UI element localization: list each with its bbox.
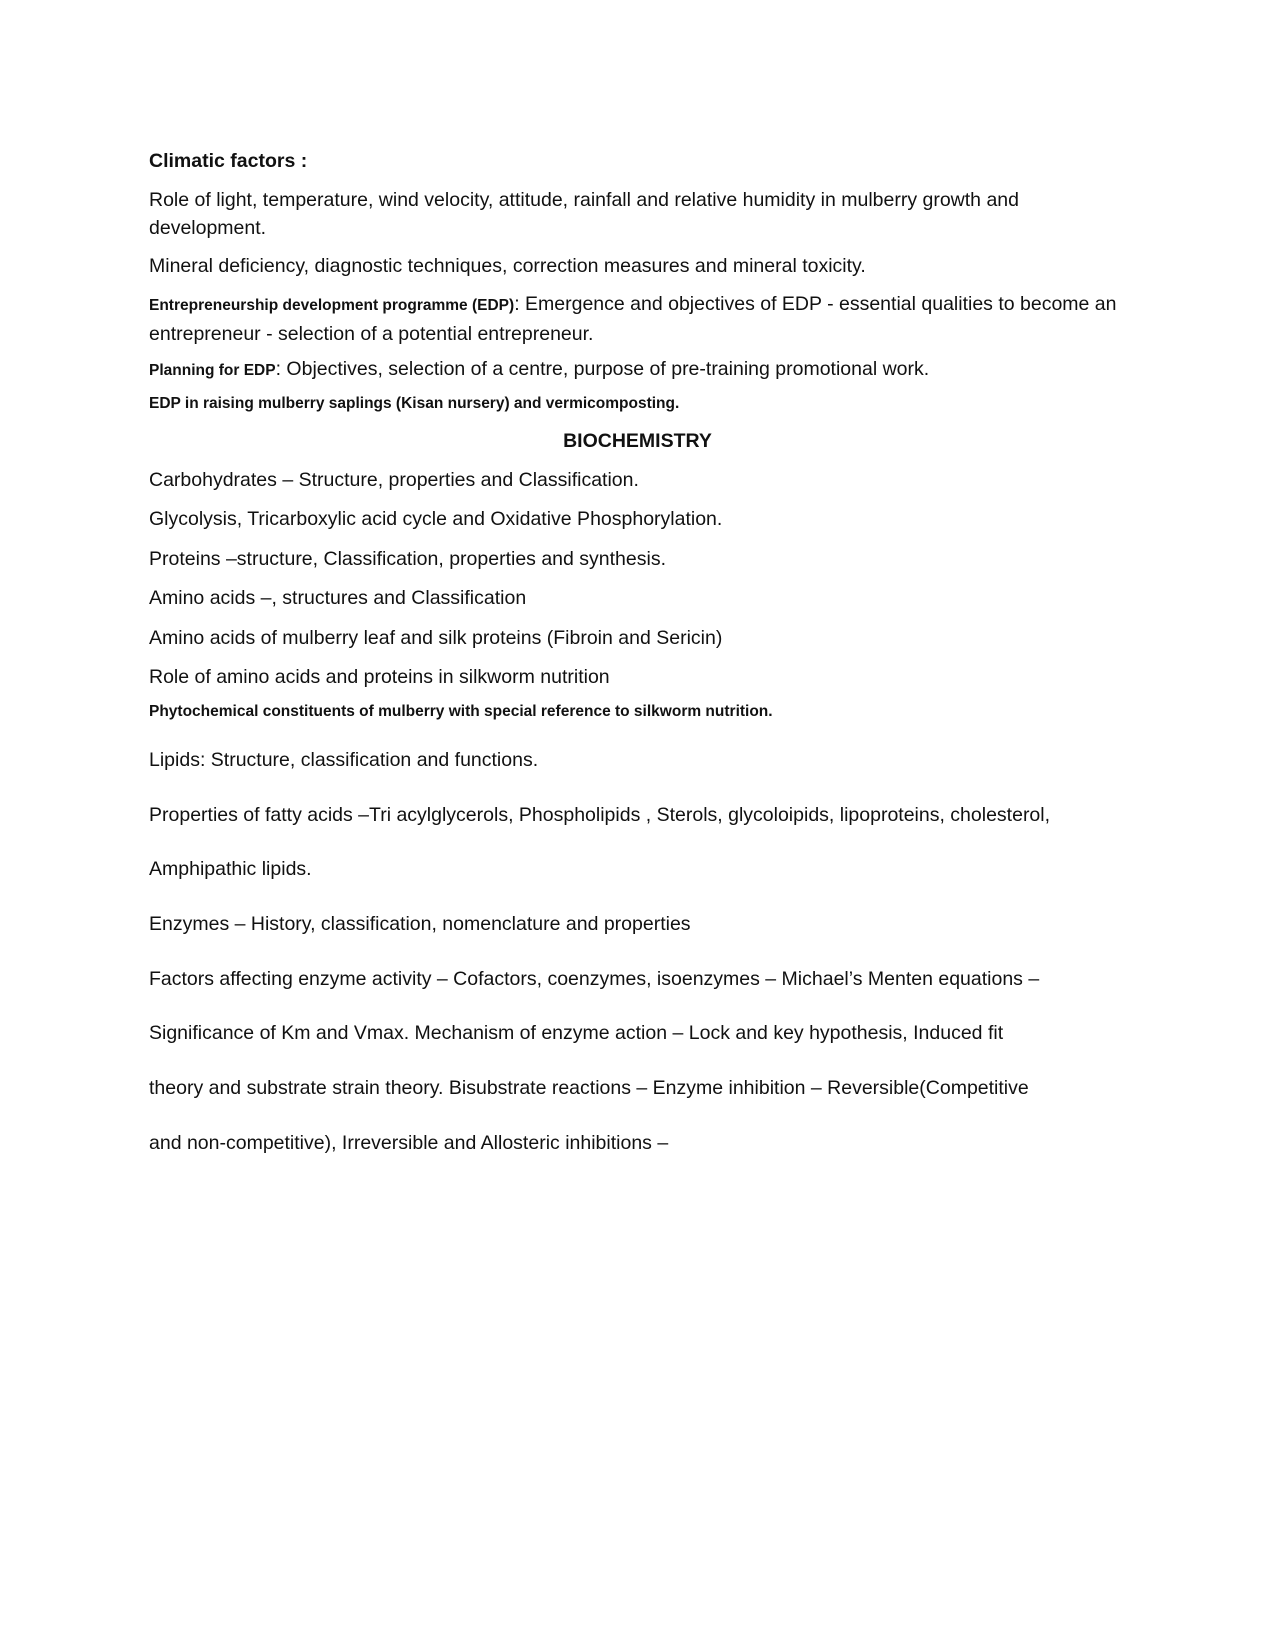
lipids-line: Lipids: Structure, classification and functions.	[149, 749, 539, 771]
biochem-item: Glycolysis, Tricarboxylic acid cycle and Oxidative Phosphorylation.	[149, 508, 723, 530]
enzymes-line: Significance of Km and Vmax. Mechanism of enzyme action – Lock and key hypothesis, Induced fit	[149, 1022, 1004, 1044]
biochem-item: Amino acids of mulberry leaf and silk proteins (Fibroin and Sericin)	[149, 627, 723, 649]
biochem-item: Amino acids –, structures and Classification	[149, 587, 527, 609]
edp-label: Entrepreneurship development programme (EDP)	[149, 297, 515, 314]
edp-text: : Emergence and objectives of EDP - essential qualities to become an entrepreneur - selection of a potential entrepreneur.	[149, 293, 1117, 345]
edp-paragraph	[149, 290, 1134, 348]
lipids-line: Amphipathic lipids.	[149, 858, 312, 880]
edp-raising-line: EDP in raising mulberry saplings (Kisan nursery) and vermicomposting.	[149, 395, 680, 412]
climatic-line-2: Mineral deficiency, diagnostic techniques, correction measures and mineral toxicity.	[149, 255, 866, 277]
enzymes-line: theory and substrate strain theory. Bisubstrate reactions – Enzyme inhibition – Reversible(Competitive	[149, 1077, 1029, 1099]
enzymes-line: and non-competitive), Irreversible and Allosteric inhibitions –	[149, 1132, 669, 1154]
enzymes-line: Enzymes – History, classification, nomenclature and properties	[149, 913, 691, 935]
biochem-item: Carbohydrates – Structure, properties and Classification.	[149, 469, 639, 491]
enzymes-line: Factors affecting enzyme activity – Cofactors, coenzymes, isoenzymes – Michael’s Menten equations –	[149, 968, 1040, 990]
planning-paragraph	[149, 355, 929, 385]
climatic-line-1: Role of light, temperature, wind velocity, attitude, rainfall and relative humidity in mulberry growth and development.	[149, 189, 1019, 239]
biochem-item: Proteins –structure, Classification, properties and synthesis.	[149, 548, 666, 570]
biochem-item: Role of amino acids and proteins in silkworm nutrition	[149, 666, 610, 688]
biochemistry-heading: BIOCHEMISTRY	[563, 430, 712, 452]
planning-label: Planning for EDP	[149, 362, 276, 379]
phytochemical-line: Phytochemical constituents of mulberry with special reference to silkworm nutrition.	[149, 703, 773, 720]
climatic-heading: Climatic factors :	[149, 150, 308, 172]
planning-text: : Objectives, selection of a centre, purpose of pre-training promotional work.	[275, 358, 930, 380]
lipids-line: Properties of fatty acids –Tri acylglycerols, Phospholipids , Sterols, glycoloipids, lipoproteins, cholesterol,	[149, 804, 1051, 826]
